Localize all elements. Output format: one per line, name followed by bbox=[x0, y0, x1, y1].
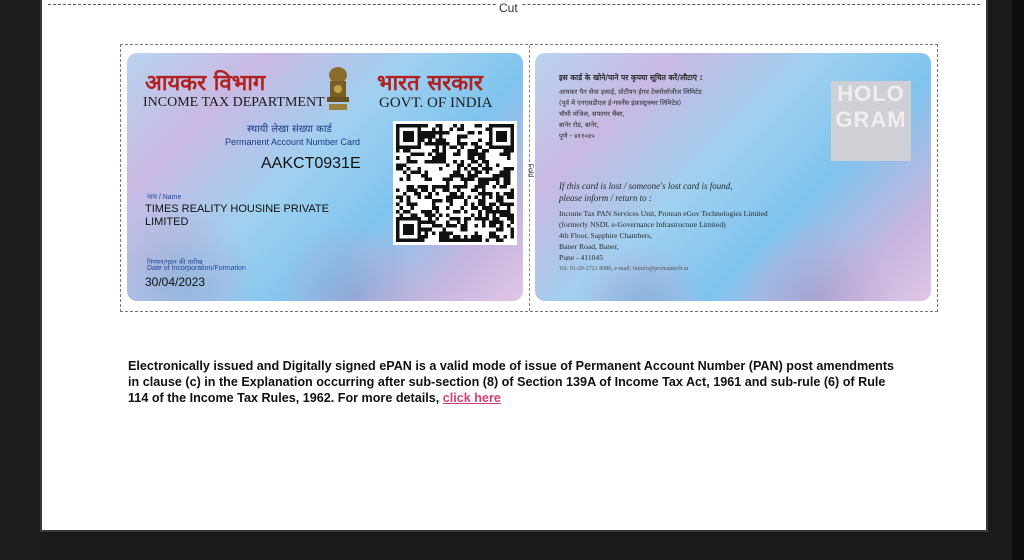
pan-card-back bbox=[535, 53, 931, 301]
guilloche-pattern bbox=[735, 223, 895, 301]
govt-english: GOVT. OF INDIA bbox=[379, 95, 493, 111]
doi-label-hindi: निगमन/गठन की तारीख bbox=[147, 258, 203, 266]
dept-english: INCOME TAX DEPARTMENT bbox=[143, 95, 325, 110]
back-hindi-line: (पूर्व में एनएसडीएल ई-गवर्नेंस इंफ्रास्ट्रक्चर लिमिटेड) bbox=[559, 99, 682, 107]
dept-hindi: आयकर विभाग bbox=[145, 71, 266, 96]
back-hindi-line: इस कार्ड के खोने/पाने पर कृपया सूचित करें/लौटाएं : bbox=[559, 73, 703, 82]
govt-hindi: भारत सरकार bbox=[377, 71, 483, 96]
cut-label: Cut bbox=[496, 1, 521, 15]
national-emblem-icon bbox=[321, 65, 355, 115]
fold-label: Fold bbox=[526, 163, 534, 178]
guilloche-pattern bbox=[575, 243, 705, 301]
back-hindi-line: आयकर पैन सेवा इकाई, प्रोटीयन ईगव टेक्नोलॉजीज लिमिटेड bbox=[559, 88, 702, 96]
window-left-edge bbox=[0, 0, 40, 560]
cut-line bbox=[48, 1, 980, 15]
pan-card-front bbox=[127, 53, 523, 301]
name-value: TIMES REALITY HOUSINE PRIVATE LIMITED bbox=[145, 203, 329, 228]
doi-label: Date of Incorporation/Formation bbox=[147, 265, 246, 272]
back-address-line: (formerly NSDL e-Governance Infrastructure Limited) bbox=[559, 220, 726, 229]
card-title-hindi: स्थायी लेखा संख्या कार्ड bbox=[247, 124, 332, 135]
pan-card-frame bbox=[120, 44, 938, 312]
back-contact-line: Tel: 91-20-2721 8080, e-mail: tininfo@proteantech.in bbox=[559, 266, 689, 272]
name-label: नाम / Name bbox=[147, 194, 182, 201]
doi-value: 30/04/2023 bbox=[145, 275, 206, 289]
card-title-english: Permanent Account Number Card bbox=[225, 137, 361, 147]
back-hindi-line: बानेर रोड, बानेर, bbox=[559, 121, 599, 129]
back-address-line: Pune - 411045 bbox=[559, 253, 604, 262]
back-address-line: Income Tax PAN Services Unit, Protean eGov Technologies Limited bbox=[559, 209, 768, 218]
click-here-link[interactable]: click here bbox=[442, 391, 501, 405]
pan-number: AAKCT0931E bbox=[261, 155, 361, 172]
window-right-edge bbox=[1012, 0, 1024, 560]
qr-code-icon bbox=[396, 124, 514, 242]
document-page bbox=[40, 0, 988, 532]
back-address-line: Baner Road, Baner, bbox=[559, 242, 619, 251]
lost-card-line-2: please inform / return to : bbox=[559, 193, 652, 203]
hologram: HOLO GRAM bbox=[831, 81, 911, 161]
notice-text: Electronically issued and Digitally signed ePAN is a valid mode of issue of Permanent Account Number (PAN) post amendments in clause (c) in the Explanation occurring after sub-section (8) of Section 139A of Income Tax Act, 1961 and sub-rule (6) of Rule 114 of the Income Tax Rules, 1962. For more details, bbox=[128, 359, 895, 405]
lost-card-line-1: If this card is lost / someone's lost card is found, bbox=[559, 181, 733, 191]
qr-code bbox=[393, 121, 517, 245]
back-address-line: 4th Floor, Sapphire Chambers, bbox=[559, 231, 653, 240]
back-hindi-line: पुणे - ४११०४५ bbox=[559, 132, 595, 140]
epan-notice bbox=[128, 358, 908, 406]
fold-line bbox=[529, 45, 530, 311]
back-hindi-line: चौथी मंजिल, सफायर चैंबर, bbox=[559, 110, 625, 118]
